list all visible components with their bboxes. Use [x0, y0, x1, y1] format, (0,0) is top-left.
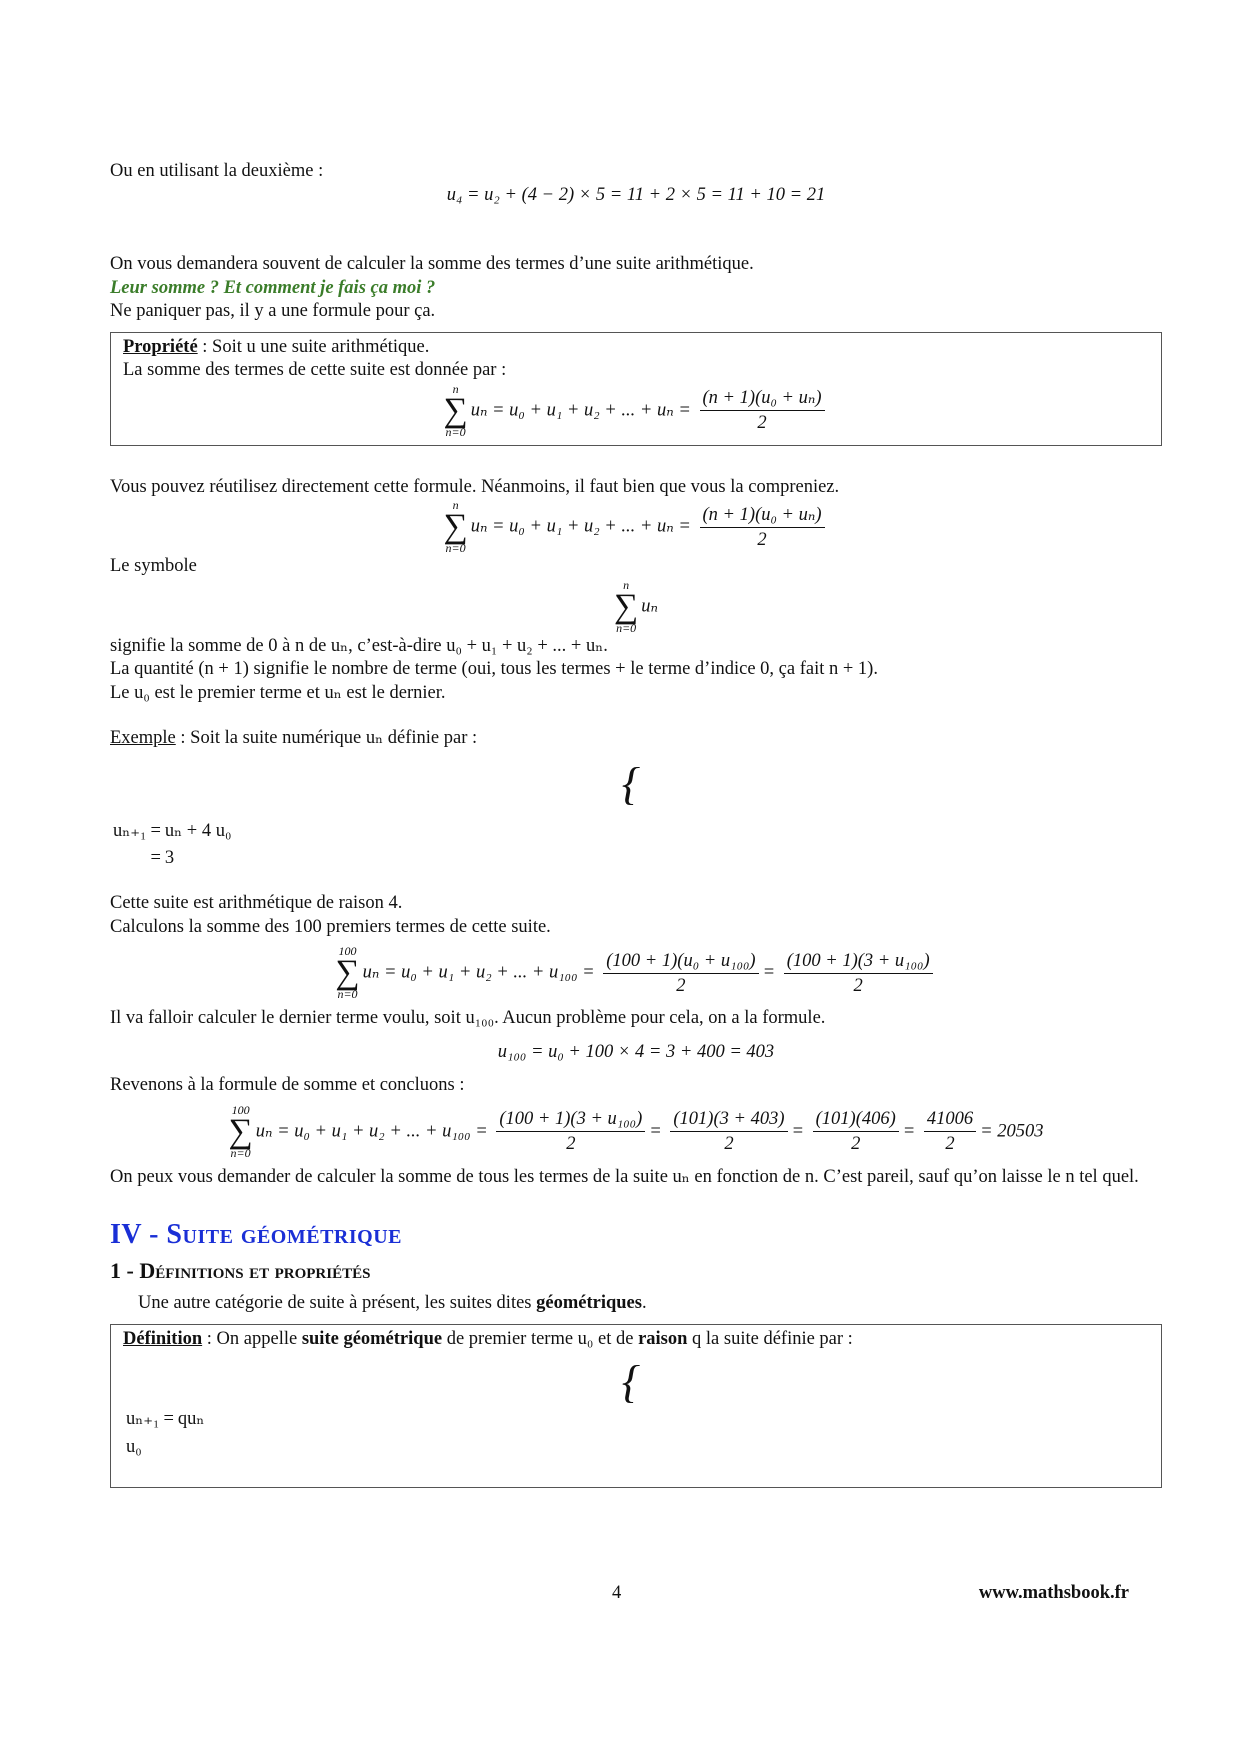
text-line: Revenons à la formule de somme et concluons :	[110, 1075, 465, 1095]
page-content: Ou en utilisant la deuxième : u₄ = u₂ + (4 − 2) × 5 = 11 + 2 × 5 = 11 + 10 = 21 On vous demandera souvent de calculer la somme des termes d’une suite arithmétique. Leur somme ? Et comment je fais ça moi ? Ne paniquer pas, il y a une formule pour ça. Propriété : Soit u une suite arithmétique. La somme des termes de cette suite est donnée par : n ∑ n=0 uₙ = u₀ + u₁ + u₂ + ... + uₙ = $\frac{\text{(n + 1)(u₀ + uₙ)}}{2}$ Vous pouvez réutilisez directement cette formule. Néanmoins, il faut bien que vous la compreniez. n ∑ n=0 uₙ = u₀ + u₁ + u₂ + ... + uₙ = $\frac{\text{(n + 1)(u₀ + uₙ)}}{2}$ Le symbole n ∑ n=0 uₙ signifie la somme de 0 à n de uₙ, c’est-à-dire u₀ + u₁ + u₂ + ... + uₙ. La quantité (n + 1) signifie le nombre de terme (oui, tous les termes + le terme d’indice 0, ça fait n + 1). Le u₀ est le premier terme et uₙ est le dernier. Exemple : Soit la suite numérique uₙ définie par : { uₙ₊₁ = uₙ + 4 u₀ = 3 Cette suite est arithmétique de raison 4. Calculons la somme des 100 premiers termes de cette suite. 100 ∑ n=0 uₙ = u₀ + u₁ + u₂ + ... + u₁₀₀ = $\frac{\text{(100 + 1)(u₀ + u₁₀₀)}}{2}$ = $\frac{\text{(100 + 1)(3 + u₁₀₀)}}{2}$ Il va falloir calculer le dernier terme voulu, soit u₁₀₀. Aucun problème pour cela, on a la formule. u₁₀₀ = u₀ + 100 × 4 = 3 + 400 = 403 Revenons à la formule de somme et concluons : 100 ∑ n=0 uₙ = u₀ + u₁ + u₂ + ... + u₁₀₀ = $\frac{\text{(100 + 1)(3 + u₁₀₀)}}{2}$ = $\frac{(101)(3 + 403)}{2}$ = $\frac{(101)(406)}{2}$ = $\frac{41006}{2}$ = 20503 On peux vous demander de calculer la somme de tous les termes de la suite uₙ en fonction de n. C’est pareil, sauf qu’on laisse le n tel quel. IV - Suite géométrique 1 - Définitions et propriétés Une autre catégorie de suite à présent, les suites dites géométriques. Définition : On appelle suite géométrique de premier terme u₀ et de raison q la suite définie par : { uₙ₊₁ = quₙ u₀	[110, 160, 1162, 1496]
equation-u100: u₁₀₀ = u₀ + 100 × 4 = 3 + 400 = 403	[497, 1041, 775, 1062]
definition-label: Définition	[123, 1328, 203, 1349]
sum-expression: uₙ = u₀ + u₁ + u₂ + ... + uₙ =	[470, 516, 691, 537]
system-geometric: {	[621, 1356, 641, 1407]
sum-formula	[123, 383, 1149, 439]
text-line: Ne paniquer pas, il y a une formule pour ça.	[110, 301, 436, 321]
text-line: Cette suite est arithmétique de raison 4.	[110, 893, 403, 913]
text-line: signifie la somme de 0 à n de uₙ, c’est-à-dire u₀ + u₁ + u₂ + ... + uₙ.	[110, 635, 608, 656]
section-title: IV - Suite géométrique	[110, 1219, 402, 1250]
text-line: On vous demandera souvent de calculer la somme des termes d’une suite arithmétique.	[110, 254, 754, 274]
text-line: Vous pouvez réutilisez directement cette formule. Néanmoins, il faut bien que vous la compreniez.	[110, 476, 840, 497]
text-line: La quantité (n + 1) signifie le nombre de terme (oui, tous les termes + le terme d’indice 0, ça fait n + 1).	[110, 659, 878, 679]
sum-formula-repeat	[110, 499, 1162, 555]
sum-fraction: $\frac{\text{(n + 1)(u₀ + uₙ)}}{2}$	[700, 386, 825, 435]
equation-u4: u₄ = u₂ + (4 − 2) × 5 = 11 + 2 × 5 = 11 + 10 = 21	[446, 184, 826, 205]
text-line: Le u₀ est le premier terme et uₙ est le dernier.	[110, 682, 446, 703]
intro-bold: géométriques	[536, 1293, 642, 1313]
property-label: Propriété	[123, 336, 198, 357]
sum-operator: n ∑ n=0	[443, 498, 468, 555]
subsection-title: 1 - Définitions et propriétés	[110, 1257, 371, 1283]
sum-operator: n ∑ n=0	[614, 577, 639, 635]
sum-expression: uₙ = u₀ + u₁ + u₂ + ... + uₙ =	[470, 399, 691, 420]
sum-100-formula: 100 ∑ n=0 uₙ = u₀ + u₁ + u₂ + ... + u₁₀₀ = $\frac{\text{(100 + 1)(u₀ + u₁₀₀)}}{2}$ = $\frac{\text{(100 + 1)(3 + u₁₀₀)}}{2}$	[110, 945, 1162, 1001]
text-line: Ou en utilisant la deuxième :	[110, 161, 324, 181]
sum-operator: n ∑ n=0	[443, 381, 468, 439]
definition-box: Définition : On appelle suite géométrique de premier terme u₀ et de raison q la suite définie par : { uₙ₊₁ = quₙ u₀	[110, 1324, 1162, 1488]
text-paragraph: On peux vous demander de calculer la somme de tous les termes de la suite uₙ en fonction de n. C’est pareil, sauf qu’on laisse le n tel quel.	[110, 1166, 1139, 1187]
example-text: : Soit la suite numérique uₙ définie par :	[175, 728, 478, 748]
text-line: Le symbole	[110, 556, 197, 576]
sum-fraction: $\frac{\text{(n + 1)(u₀ + uₙ)}}{2}$	[700, 503, 825, 552]
sum-operator: 100 ∑ n=0	[335, 944, 360, 1001]
page-number: 4	[612, 1583, 622, 1603]
sum-symbol: n ∑ n=0 uₙ	[614, 577, 658, 635]
system-example: {	[621, 757, 641, 809]
property-text: : Soit u une suite arithmétique.	[197, 336, 430, 357]
sum-100-result: 100 ∑ n=0 uₙ = u₀ + u₁ + u₂ + ... + u₁₀₀ = $\frac{\text{(100 + 1)(3 + u₁₀₀)}}{2}$ = $\frac{(101)(3 + 403)}{2}$ = $\frac{(101)(406)}{2}$ = $\frac{41006}{2}$ = 20503	[228, 1102, 1044, 1160]
highlight-question: Leur somme ? Et comment je fais ça moi ?	[110, 277, 436, 298]
text-line: Calculons la somme des 100 premiers termes de cette suite.	[110, 916, 551, 937]
property-text-2: La somme des termes de cette suite est donnée par :	[123, 360, 507, 380]
intro-text: Une autre catégorie de suite à présent, les suites dites	[138, 1293, 537, 1313]
text-line: Il va falloir calculer le dernier terme voulu, soit u₁₀₀. Aucun problème pour cela, on a la formule.	[110, 1008, 826, 1028]
property-box	[110, 332, 1162, 446]
sum-operator: 100 ∑ n=0	[228, 1102, 253, 1160]
example-label: Exemple	[110, 728, 176, 748]
website-link[interactable]: www.mathsbook.fr	[978, 1583, 1129, 1603]
